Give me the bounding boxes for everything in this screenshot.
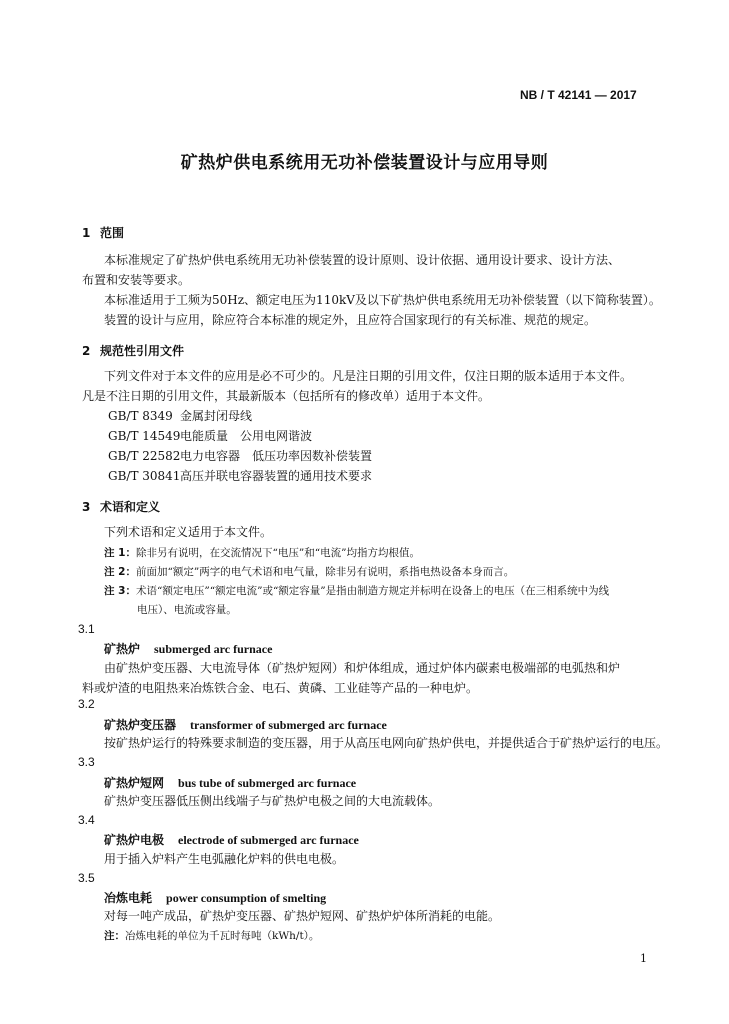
term-heading xyxy=(104,831,359,848)
term-en: electrode of submerged arc furnace xyxy=(178,833,359,847)
clause-number: 3.3 xyxy=(78,755,95,769)
note-text: 前面加“额定”两字的电气术语和电气量，除非另有说明，系指电热设备本身而言。 xyxy=(135,566,515,578)
term-en: power consumption of smelting xyxy=(166,891,327,905)
term-heading xyxy=(104,716,387,733)
reference-title: 高压并联电容器装置的通用技术要求 xyxy=(180,469,373,483)
reference-code: GB/T 8349 xyxy=(108,409,173,423)
term-heading xyxy=(104,774,356,791)
section-2-heading xyxy=(82,342,184,359)
paragraph: 下列文件对于本文件的应用是必不可少的。凡是注日期的引用文件，仅注日期的版本适用于本文件。 xyxy=(104,369,633,383)
normative-reference xyxy=(108,447,372,464)
clause-number: 3.2 xyxy=(78,697,95,711)
paragraph: 凡是不注日期的引用文件，其最新版本（包括所有的修改单）适用于本文件。 xyxy=(82,389,491,403)
note xyxy=(104,564,514,579)
note-text: 术语“额定电压”“额定电流”或“额定容量”是指由制造方规定并标明在设备上的电压（在三相系统中为线 xyxy=(135,585,610,597)
section-title: 术语和定义 xyxy=(100,500,161,514)
reference-code: GB/T 30841 xyxy=(108,469,181,483)
term-definition: 对每一吨产成品，矿热炉变压器、矿热炉短网、矿热炉炉体所消耗的电能。 xyxy=(104,909,501,923)
note xyxy=(104,583,609,598)
term-definition: 料或炉渣的电阻热来冶炼铁合金、电石、黄磷、工业硅等产品的一种电炉。 xyxy=(82,681,479,695)
term-definition: 按矿热炉运行的特殊要求制造的变压器，用于从高压电网向矿热炉供电，并提供适合于矿热炉运行的电压。 xyxy=(104,736,669,750)
clause-number: 3.1 xyxy=(78,622,95,636)
note-label: 注 2： xyxy=(104,566,136,578)
section-3-heading xyxy=(82,498,160,515)
paragraph: 下列术语和定义适用于本文件。 xyxy=(104,525,273,539)
note-label: 注 3： xyxy=(104,585,136,597)
term-en: submerged arc furnace xyxy=(154,642,273,656)
note xyxy=(104,928,319,943)
reference-code: GB/T 14549 xyxy=(108,429,181,443)
term-en: transformer of submerged arc furnace xyxy=(190,718,387,732)
section-title: 规范性引用文件 xyxy=(100,344,185,358)
note-continuation: 电压）、电流或容量。 xyxy=(137,604,237,616)
page-number: 1 xyxy=(640,952,647,965)
paragraph: 布置和安装等要求。 xyxy=(82,273,191,287)
term-definition: 用于插入炉料产生电弧融化炉料的供电电极。 xyxy=(104,852,345,866)
paragraph: 本标准规定了矿热炉供电系统用无功补偿装置的设计原则、设计依据、通用设计要求、设计方法、 xyxy=(104,253,621,267)
paragraph: 本标准适用于工频为50Hz、额定电压为110kV及以下矿热炉供电系统用无功补偿装置（以下简称装置）。 xyxy=(104,293,661,307)
term-zh: 矿热炉短网 xyxy=(104,776,165,790)
reference-code: GB/T 22582 xyxy=(108,449,181,463)
term-definition: 矿热炉变压器低压侧出线端子与矿热炉电极之间的大电流载体。 xyxy=(104,794,441,808)
note-label: 注 1： xyxy=(104,547,136,559)
term-definition: 由矿热炉变压器、大电流导体（矿热炉短网）和炉体组成，通过炉体内碳素电极端部的电弧热和炉 xyxy=(104,661,621,675)
clause-number: 3.5 xyxy=(78,871,95,885)
term-zh: 冶炼电耗 xyxy=(104,891,153,905)
section-number: 2 xyxy=(82,344,91,358)
normative-reference xyxy=(108,407,252,424)
note-label: 注： xyxy=(104,930,125,942)
normative-reference xyxy=(108,427,312,444)
paragraph: 装置的设计与应用，除应符合本标准的规定外，且应符合国家现行的有关标准、规范的规定。 xyxy=(104,313,597,327)
clause-number: 3.4 xyxy=(78,813,95,827)
note-text: 冶炼电耗的单位为千瓦时每吨（kWh/t）。 xyxy=(125,930,320,942)
reference-title: 电能质量 公用电网谐波 xyxy=(180,429,313,443)
section-title: 范围 xyxy=(100,226,125,240)
term-zh: 矿热炉电极 xyxy=(104,833,165,847)
term-zh: 矿热炉变压器 xyxy=(104,718,177,732)
normative-reference xyxy=(108,467,372,484)
term-heading xyxy=(104,640,272,657)
note xyxy=(104,545,420,560)
reference-title: 金属封闭母线 xyxy=(180,409,253,423)
note-text: 除非另有说明，在交流情况下“电压”和“电流”均指方均根值。 xyxy=(135,547,420,559)
section-number: 1 xyxy=(82,226,91,240)
term-zh: 矿热炉 xyxy=(104,642,141,656)
reference-title: 电力电容器 低压功率因数补偿装置 xyxy=(180,449,373,463)
section-1-heading xyxy=(82,224,124,241)
section-number: 3 xyxy=(82,500,91,514)
term-en: bus tube of submerged arc furnace xyxy=(178,776,357,790)
document-title: 矿热炉供电系统用无功补偿装置设计与应用导则 xyxy=(180,153,549,173)
term-heading xyxy=(104,889,326,906)
standard-number: NB / T 42141 — 2017 xyxy=(520,88,637,102)
